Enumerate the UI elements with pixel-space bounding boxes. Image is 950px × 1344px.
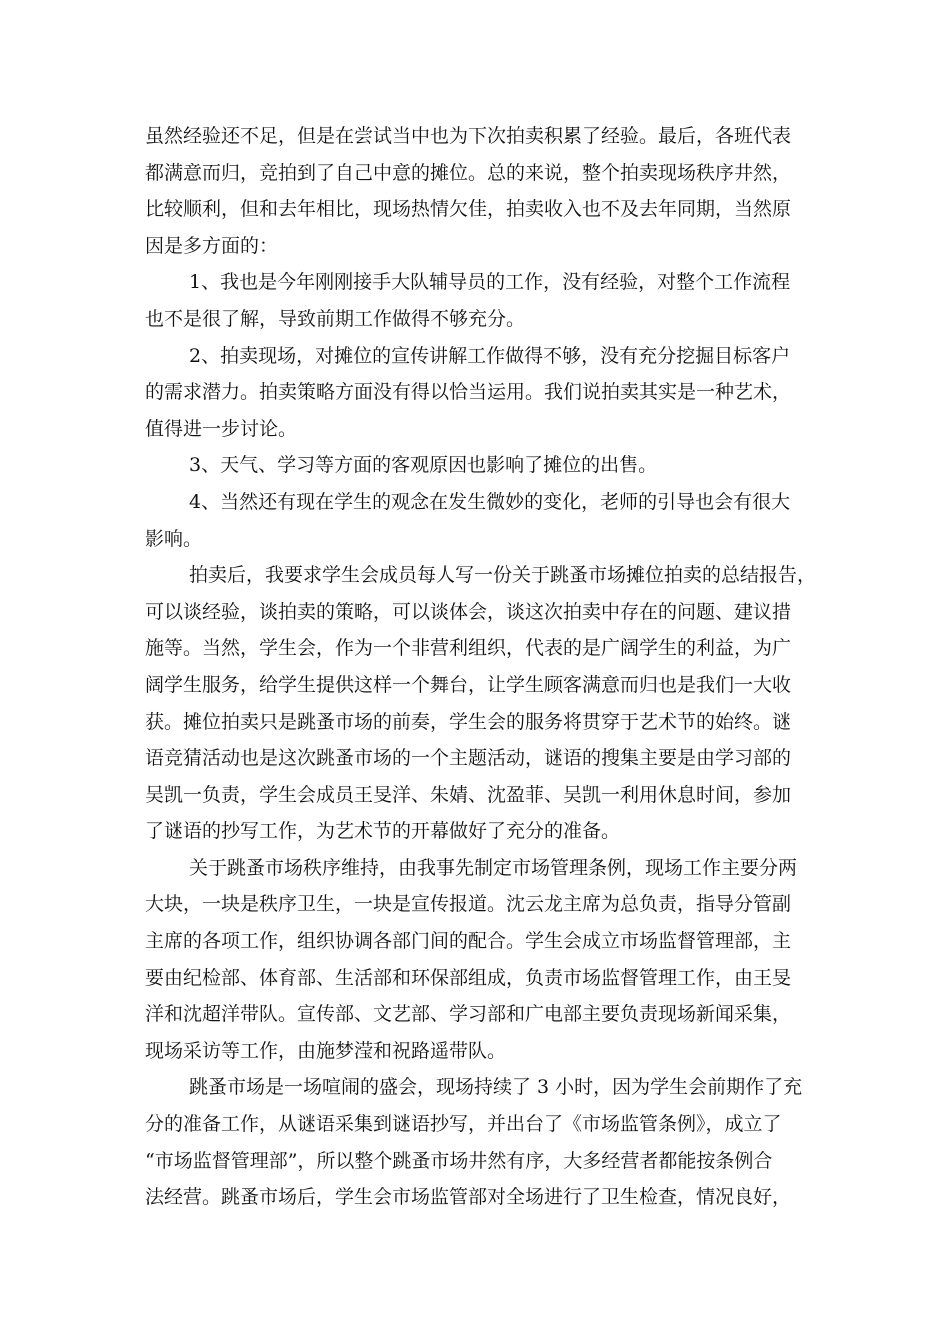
text-line: 3、天气、学习等方面的客观原因也影响了摊位的出售。 — [189, 454, 658, 477]
text-line: 可以谈经验，谈拍卖的策略，可以谈体会，谈这次拍卖中存在的问题、建议措 — [145, 600, 792, 623]
text-line: 4、当然还有现在学生的观念在发生微妙的变化，老师的引导也会有很大 — [189, 490, 791, 513]
document-body — [145, 118, 815, 1216]
text-line: 1、我也是今年刚刚接手大队辅导员的工作，没有经验，对整个工作流程 — [189, 271, 791, 294]
text-line: 主席的各项工作，组织协调各部门间的配合。学生会成立市场监督管理部，主 — [145, 930, 792, 953]
text-line: 影响。 — [145, 527, 203, 550]
text-line: 因是多方面的： — [145, 234, 279, 257]
text-line: 要由纪检部、体育部、生活部和环保部组成，负责市场监督管理工作，由王旻 — [145, 966, 792, 989]
text-line: 现场采访等工作，由施梦滢和祝路遥带队。 — [145, 1039, 507, 1062]
text-line: 拍卖后，我要求学生会成员每人写一份关于跳蚤市场摊位拍卖的总结报告， — [189, 564, 817, 587]
text-line: 2、拍卖现场，对摊位的宣传讲解工作做得不够，没有充分挖掘目标客户 — [189, 344, 791, 367]
text-line: 获。摊位拍卖只是跳蚤市场的前奏，学生会的服务将贯穿于艺术节的始终。谜 — [145, 710, 792, 733]
text-line: 施等。当然，学生会，作为一个非营利组织，代表的是广阔学生的利益，为广 — [145, 637, 792, 660]
text-line: 也不是很了解，导致前期工作做得不够充分。 — [145, 307, 526, 330]
text-line: 大块，一块是秩序卫生，一块是宣传报道。沈云龙主席为总负责，指导分管副 — [145, 893, 792, 916]
text-line: 关于跳蚤市场秩序维持，由我事先制定市场管理条例，现场工作主要分两 — [189, 856, 798, 879]
text-line: 都满意而归，竞拍到了自己中意的摊位。总的来说，整个拍卖现场秩序井然， — [145, 161, 792, 184]
text-line: “市场监督管理部”，所以整个跳蚤市场井然有序，大多经营者都能按条例合 — [145, 1149, 773, 1172]
text-line: 吴凯一负责，学生会成员王旻洋、朱婧、沈盈菲、吴凯一利用休息时间，参加 — [145, 783, 792, 806]
text-line: 虽然经验还不足，但是在尝试当中也为下次拍卖积累了经验。最后，各班代表 — [145, 125, 792, 147]
text-line: 阔学生服务，给学生提供这样一个舞台，让学生顾客满意而归也是我们一大收 — [145, 673, 792, 696]
text-line: 比较顺利，但和去年相比，现场热情欠佳，拍卖收入也不及去年同期，当然原 — [145, 198, 792, 221]
text-line: 洋和沈超洋带队。宣传部、文艺部、学习部和广电部主要负责现场新闻采集， — [145, 1003, 792, 1026]
text-line: 分的准备工作，从谜语采集到谜语抄写，并出台了《市场监管条例》，成立了 — [145, 1113, 782, 1136]
text-line: 值得进一步讨论。 — [145, 417, 298, 440]
text-line: 了谜语的抄写工作，为艺术节的开幕做好了充分的准备。 — [145, 820, 621, 843]
text-line: 的需求潜力。拍卖策略方面没有得以恰当运用。我们说拍卖其实是一种艺术， — [145, 381, 792, 404]
text-line: 跳蚤市场是一场喧闹的盛会，现场持续了 3 小时，因为学生会前期作了充 — [189, 1076, 803, 1099]
text-line: 语竞猜活动也是这次跳蚤市场的一个主题活动，谜语的搜集主要是由学习部的 — [145, 747, 792, 770]
text-line: 法经营。跳蚤市场后，学生会市场监管部对全场进行了卫生检查，情况良好， — [145, 1186, 792, 1209]
